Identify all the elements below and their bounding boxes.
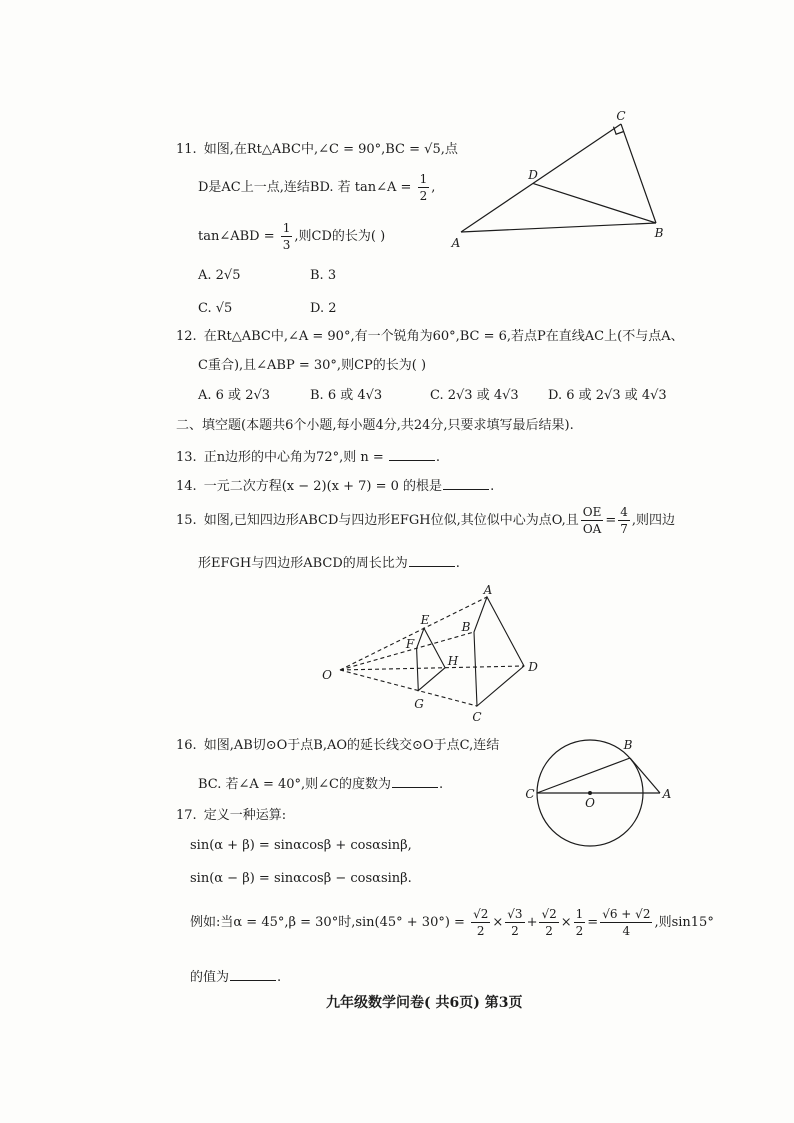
q14-answer-blank [443, 477, 489, 490]
section-2-heading: 二、填空题(本题共6个小题,每小题4分,共24分,只要求填写最后结果). [176, 418, 574, 433]
q12-option-a: A. 6 或 2√3 [198, 388, 271, 403]
q15-text-1: 如图,已知四边形ABCD与四边形EFGH位似,其位似中心为点O,且 [203, 513, 579, 528]
q13-text-end: . [435, 450, 441, 465]
q11-triangle-figure [461, 124, 656, 232]
q16-circle-figure [537, 740, 660, 846]
q17-fraction-4-denominator: 2 [575, 924, 584, 938]
q17-rule-difference: sin(α − β) = sinαcosβ − cosαsinβ. [190, 871, 412, 886]
q17-operator-2: + [526, 915, 538, 930]
q15-line-1 [176, 505, 675, 536]
q15-equals: = [605, 513, 617, 528]
q15-label-o: O [322, 668, 332, 682]
q16-tangent-ba [630, 758, 660, 793]
q13-text: 正n边形的中心角为72°,则 n = [203, 450, 388, 465]
q16-number: 16. [176, 738, 197, 753]
q15-ray-oa [340, 597, 487, 670]
q11-label-b: B [654, 226, 664, 240]
q11-number: 11. [176, 142, 197, 157]
q17-fraction-4 [574, 907, 586, 938]
q15-label-e: E [420, 613, 430, 627]
q15-text-1b: ,则四边 [631, 513, 676, 528]
q17-operator-4: = [587, 915, 599, 930]
q11-text-1: 如图,在Rt△ABC中,∠C = 90°,BC = √5,点 [203, 142, 458, 157]
q11-option-c: C. √5 [198, 301, 233, 316]
q17-fraction-3-numerator: √2 [541, 907, 557, 921]
q12-option-b: B. 6 或 4√3 [310, 388, 383, 403]
q16-chord-cb [537, 758, 630, 793]
q11-label-a: A [451, 236, 461, 250]
q11-right-angle-mark [614, 127, 624, 135]
q15-fraction-ratio-denominator: 7 [620, 522, 628, 536]
q16-label-c: C [525, 787, 535, 801]
q11-fraction-tan-abd-numerator: 1 [282, 221, 291, 235]
q15-label-a: A [483, 583, 493, 597]
q15-quad-abcd [474, 597, 524, 706]
q15-label-g: G [414, 697, 424, 711]
q11-text-3b: ,则CD的长为( ) [294, 229, 386, 244]
q15-label-c: C [472, 710, 482, 724]
q11-label-d: D [528, 168, 538, 182]
q11-text-3a: tan∠ABD = [198, 229, 279, 244]
q15-answer-blank [409, 554, 455, 567]
q15-ray-oc [340, 670, 477, 706]
q15-fraction-ratio [618, 505, 630, 536]
q17-fraction-1-numerator: √2 [473, 907, 489, 921]
q16-center-dot [588, 791, 592, 795]
q11-fraction-tan-a-denominator: 2 [419, 189, 428, 203]
q15-fraction-oe-oa-numerator: OE [582, 505, 602, 519]
q17-operator-3: × [560, 915, 572, 930]
q17-fraction-5-denominator: 4 [622, 924, 631, 938]
q17-fraction-1-denominator: 2 [476, 924, 485, 938]
q11-label-c: C [616, 109, 626, 123]
q11-fraction-tan-abd [281, 221, 293, 252]
page-footer: 九年级数学问卷( 共6页) 第3页 [326, 995, 523, 1011]
q15-label-b: B [461, 620, 471, 634]
q16-label-o: O [585, 796, 595, 810]
q11-side-ab [461, 223, 656, 232]
q13-line [176, 448, 440, 467]
q12-text-1: 在Rt△ABC中,∠A = 90°,有一个锐角为60°,BC = 6,若点P在直线AC上(不与点A、 [203, 329, 684, 344]
q17-example-text: 例如:当α = 45°,β = 30°时,sin(45° + 30°) = [190, 915, 470, 930]
q17-example-end: ,则sin15° [654, 915, 714, 930]
q12-line-2: C重合),且∠ABP = 30°,则CP的长为( ) [198, 358, 427, 373]
q15-ray-od [340, 666, 524, 670]
q17-line-last [190, 968, 281, 987]
q16-line-2 [198, 775, 443, 794]
q15-label-h: H [447, 654, 459, 668]
q15-quad-efgh [417, 628, 446, 690]
q11-line-1 [176, 141, 458, 159]
q17-fraction-1 [471, 907, 490, 938]
q15-fraction-oe-oa-denominator: OA [582, 522, 602, 536]
q11-fraction-tan-a [418, 172, 430, 203]
q12-option-c: C. 2√3 或 4√3 [430, 388, 519, 403]
q15-number: 15. [176, 513, 197, 528]
q15-ray-ob [340, 632, 474, 670]
q17-operator-1: × [492, 915, 504, 930]
q11-text-2a: D是AC上一点,连结BD. 若 tan∠A = [198, 180, 416, 195]
q15-homothety-figure [340, 597, 524, 706]
q11-side-ac [461, 124, 621, 232]
q16-label-a: A [662, 787, 672, 801]
q17-line-1 [176, 807, 286, 825]
q11-line-2 [198, 172, 435, 203]
q14-number: 14. [176, 479, 197, 494]
q15-label-d: D [528, 660, 538, 674]
q14-line [176, 477, 494, 496]
q15-text-2: 形EFGH与四边形ABCD的周长比为 [198, 556, 408, 571]
q15-text-2-end: . [455, 556, 460, 571]
q16-circle-o [537, 740, 643, 846]
q17-example-line [190, 907, 714, 938]
q15-fraction-oe-oa [581, 505, 604, 536]
q14-text: 一元二次方程(x − 2)(x + 7) = 0 的根是 [203, 479, 443, 494]
q11-fraction-tan-abd-denominator: 3 [282, 238, 291, 252]
q11-segment-bd [533, 183, 656, 223]
q16-text-2: BC. 若∠A = 40°,则∠C的度数为 [198, 777, 391, 792]
q12-option-d: D. 6 或 2√3 或 4√3 [548, 388, 667, 403]
q17-fraction-4-numerator: 1 [575, 907, 584, 921]
q11-option-d: D. 2 [310, 301, 337, 316]
q17-text-last: 的值为 [190, 970, 230, 985]
q13-answer-blank [389, 448, 435, 461]
q17-text-last-end: . [277, 970, 282, 985]
q16-answer-blank [392, 775, 438, 788]
q17-fraction-3-denominator: 2 [545, 924, 553, 938]
q11-text-2b: , [431, 180, 436, 195]
q17-fraction-5-numerator: √6 + √2 [602, 907, 651, 921]
q16-line-1 [176, 737, 499, 755]
q16-label-b: B [623, 738, 633, 752]
q17-answer-blank [230, 968, 276, 981]
q17-fraction-3 [539, 907, 558, 938]
q17-intro: 定义一种运算: [203, 808, 287, 823]
q13-number: 13. [176, 450, 197, 465]
q11-option-a: A. 2√5 [198, 268, 241, 283]
q17-fraction-2-denominator: 2 [511, 924, 519, 938]
q17-fraction-2 [505, 907, 524, 938]
q12-number: 12. [176, 329, 197, 344]
q17-fraction-2-numerator: √3 [507, 907, 523, 921]
q11-fraction-tan-a-numerator: 1 [419, 172, 428, 186]
q12-line-1 [176, 328, 684, 346]
q17-number: 17. [176, 808, 197, 823]
q16-text-2-end: . [439, 777, 444, 792]
q15-fraction-ratio-numerator: 4 [620, 505, 628, 519]
q15-label-f: F [405, 637, 415, 651]
q11-side-cb [621, 124, 656, 223]
q14-text-end: . [490, 479, 495, 494]
q17-fraction-5 [600, 907, 652, 938]
q16-text-1: 如图,AB切⊙O于点B,AO的延长线交⊙O于点C,连结 [203, 738, 500, 753]
q11-option-b: B. 3 [310, 268, 337, 283]
q11-line-3 [198, 221, 385, 252]
q17-rule-sum: sin(α + β) = sinαcosβ + cosαsinβ, [190, 838, 412, 853]
q15-line-2 [198, 554, 460, 573]
